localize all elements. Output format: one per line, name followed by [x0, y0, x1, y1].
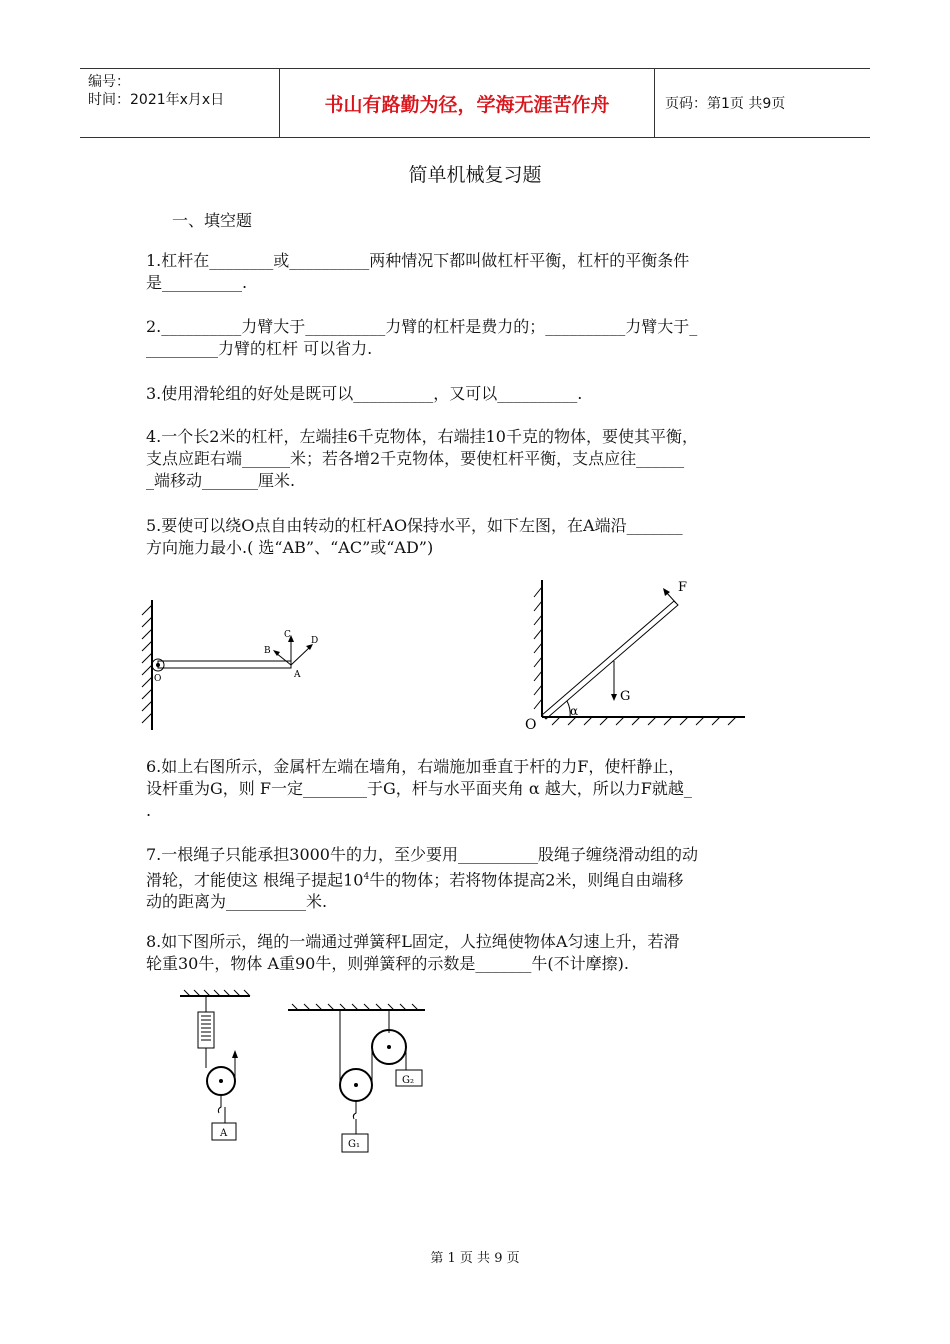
question-line: 1.杠杆在________或__________两种情况下都叫做杠杆平衡，杠杆的平衡条件	[146, 251, 690, 270]
question-line: 轮重30牛，物体 A重90牛，则弹簧秤的示数是_______牛(不计摩擦).	[146, 954, 629, 973]
question-line: _端移动_______厘米.	[146, 471, 296, 490]
question-line: 方向施力最小.( 选“AB”、“AC”或“AD”)	[146, 538, 434, 557]
question-line: 3.使用滑轮组的好处是既可以__________，又可以__________.	[146, 384, 583, 403]
question-line: 设杆重为G，则 F一定________于G，杆与水平面夹角 α 越大，所以力F就越_	[146, 779, 692, 798]
question-line: .	[146, 801, 152, 820]
question-3	[146, 383, 816, 405]
lever-label-c: C	[284, 630, 291, 640]
pulley-label-g1: G₁	[348, 1139, 360, 1150]
question-line: 动的距离为__________米.	[146, 892, 328, 912]
page-footer: 第 1 页 共 9 页	[430, 1251, 520, 1266]
number-label: 编号：	[88, 74, 130, 90]
pulley-diagram	[170, 988, 470, 1158]
question-1	[146, 250, 816, 294]
question-4	[146, 426, 816, 492]
incline-label-o: O	[525, 717, 537, 733]
question-line: 8.如下图所示，绳的一端通过弹簧秤L固定，人拉绳使物体A匀速上升，若滑	[146, 932, 680, 951]
section-heading: 一、填空题	[172, 211, 253, 230]
incline-diagram	[520, 575, 750, 735]
page-number-label: 页码：第1页 共9页	[665, 96, 786, 112]
lever-label-o: O	[154, 674, 162, 684]
question-line: 2.__________力臂大于__________力臂的杠杆是费力的；__________力臂大于_	[146, 317, 698, 336]
date-label: 时间：2021年x月x日	[88, 92, 225, 108]
exponent: 4	[363, 872, 370, 882]
lever-label-d: D	[311, 636, 319, 646]
question-line: _________力臂的杠杆 可以省力.	[146, 339, 373, 358]
lever-label-b: B	[264, 646, 271, 656]
question-text: 牛的物体；若将物体提高2米，则绳自由端移	[369, 870, 684, 890]
question-2	[146, 316, 816, 360]
lever-diagram	[138, 595, 338, 735]
question-5	[146, 515, 816, 559]
pulley-label-g2: G₂	[402, 1075, 414, 1086]
lever-label-a: A	[294, 670, 301, 680]
question-6	[146, 756, 816, 822]
question-text: 滑轮，才能使这 根绳子提起10	[146, 870, 364, 890]
document-title: 简单机械复习题	[408, 164, 542, 186]
question-line	[146, 866, 816, 891]
pulley-label-a: A	[220, 1128, 228, 1139]
question-line: 支点应距右端______米；若各增2千克物体，要使杠杆平衡，支点应往______	[146, 449, 685, 468]
incline-label-f: F	[678, 580, 688, 595]
question-8	[146, 931, 816, 975]
question-line: 5.要使可以绕O点自由转动的杠杆AO保持水平，如下左图，在A端沿_______	[146, 516, 683, 535]
header-motto: 书山有路勤为径，学海无涯苦作舟	[280, 69, 655, 137]
question-line: 4.一个长2米的杠杆，左端挂6千克物体，右端挂10千克的物体，要使其平衡，	[146, 427, 698, 446]
header-meta	[80, 69, 280, 137]
question-line: 7.一根绳子只能承担3000牛的力，至少要用__________股绳子缠绕滑动组的动	[146, 845, 698, 864]
incline-label-alpha: α	[570, 704, 579, 718]
page-header	[80, 68, 870, 138]
question-7	[146, 844, 816, 913]
question-line: 是__________.	[146, 273, 248, 292]
incline-label-g: G	[620, 689, 631, 704]
question-line: 6.如上右图所示，金属杆左端在墙角，右端施加垂直于杆的力F，使杆静止，	[146, 757, 685, 776]
